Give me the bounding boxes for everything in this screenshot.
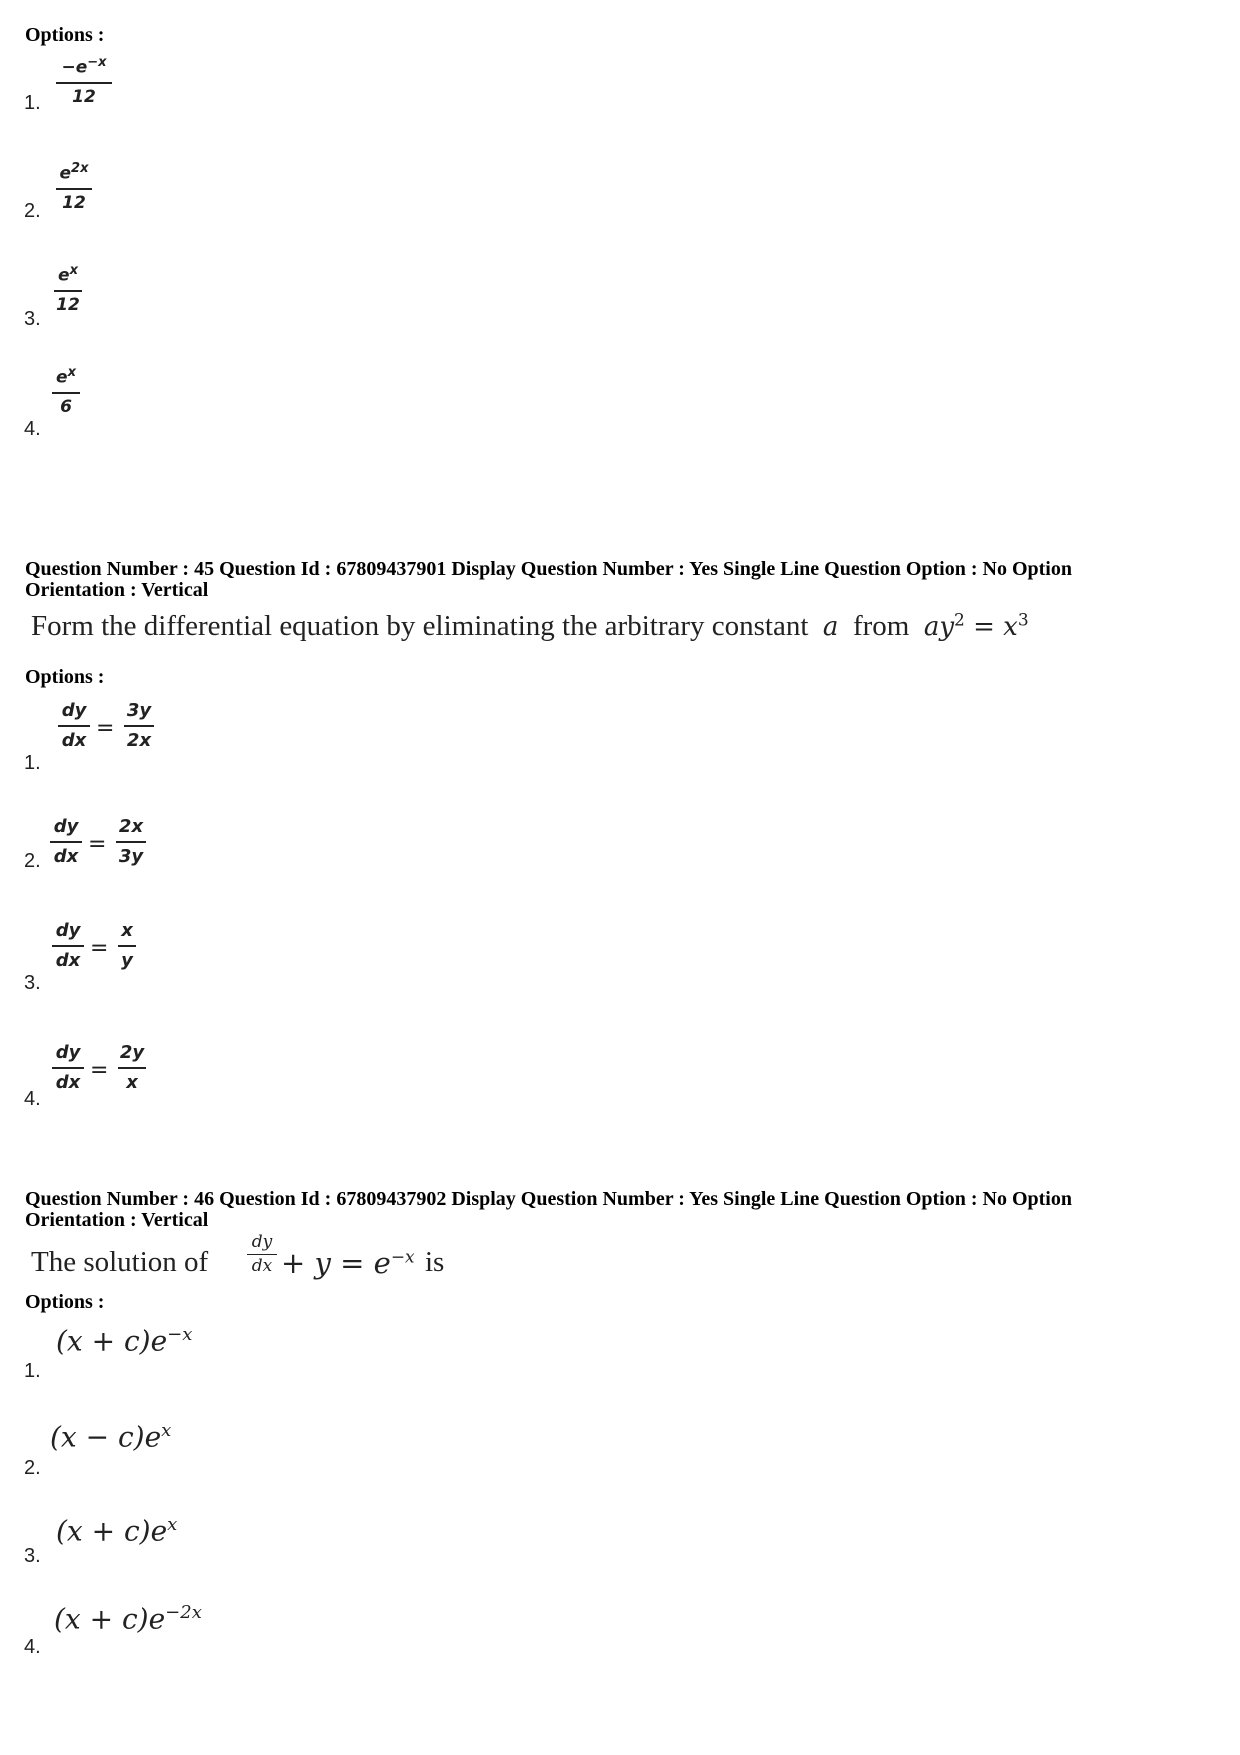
fraction-denominator: 6 — [60, 396, 72, 417]
fraction-numerator: dy — [61, 700, 87, 721]
fraction-denominator: dx — [53, 846, 79, 867]
lhs-fraction — [52, 922, 84, 970]
question-meta-line: Question Number : 45 Question Id : 67809437901 Display Question Number : Yes Single Line Question Option : No Option — [25, 558, 1072, 580]
rhs-fraction — [118, 922, 136, 970]
option-number: 4. — [24, 1088, 41, 1110]
fraction-denominator: x — [126, 1072, 138, 1093]
fraction-denominator: dx — [55, 950, 81, 971]
question-suffix: is — [425, 1246, 445, 1278]
option-fraction — [56, 162, 92, 212]
fraction-numerator: dy — [53, 816, 79, 837]
lhs-fraction — [58, 702, 90, 750]
fraction-denominator: dx — [55, 1072, 81, 1093]
option-expression: $(x + c)e^{-x}$ — [56, 1324, 193, 1358]
fraction-numerator: dy — [55, 920, 81, 941]
question-meta-line: Question Number : 46 Question Id : 67809437902 Display Question Number : Yes Single Line Question Option : No Option — [25, 1188, 1072, 1210]
fraction-denominator: 12 — [56, 294, 80, 315]
equals-sign: = — [90, 936, 109, 961]
fraction-numerator: $e^x$ — [56, 365, 76, 388]
fraction-numerator: 2y — [119, 1042, 145, 1063]
lhs-fraction — [50, 818, 82, 866]
fraction-denominator: 12 — [72, 86, 96, 107]
fraction-denominator: dx — [61, 730, 87, 751]
fraction-denominator: 3y — [118, 846, 144, 867]
fraction-numerator: $-e^{-x}$ — [61, 55, 107, 78]
options-label: Options : — [25, 1291, 105, 1313]
options-label: Options : — [25, 24, 105, 46]
option-number: 1. — [24, 92, 41, 114]
fraction-denominator: y — [121, 950, 133, 971]
fraction-numerator: 2x — [118, 816, 144, 837]
question-prefix: The solution of — [31, 1246, 209, 1278]
fraction-numerator: $e^{2x}$ — [59, 161, 89, 184]
option-fraction — [56, 56, 112, 106]
lhs-fraction — [52, 1044, 84, 1092]
option-expression: $(x + c)e^{-2x}$ — [54, 1602, 202, 1636]
fraction-numerator: $e^x$ — [58, 263, 78, 286]
option-number: 2. — [24, 1457, 41, 1479]
question-meta — [25, 1189, 1215, 1231]
rhs-fraction — [124, 702, 154, 750]
question-meta-line: Orientation : Vertical — [25, 579, 209, 601]
fraction-denominator: dx — [251, 1256, 273, 1276]
option-number: 2. — [24, 200, 41, 222]
question-fraction — [247, 1234, 277, 1275]
question-meta-line: Orientation : Vertical — [25, 1209, 209, 1231]
option-number: 1. — [24, 1360, 41, 1382]
option-expression: $(x - c)e^x$ — [50, 1420, 172, 1454]
options-label: Options : — [25, 666, 105, 688]
option-number: 3. — [24, 1545, 41, 1567]
question-text — [31, 610, 1029, 643]
rhs-fraction — [116, 818, 146, 866]
question-variable: a — [822, 612, 839, 642]
question-from: from — [852, 610, 910, 642]
option-expression: $(x + c)e^x$ — [56, 1514, 178, 1548]
fraction-denominator: 2x — [126, 730, 152, 751]
equals-sign: = — [88, 832, 107, 857]
fraction-denominator: 12 — [62, 192, 86, 213]
rhs-fraction — [118, 1044, 146, 1092]
question-equation: + $y = e^{-x}$ — [281, 1246, 415, 1280]
fraction-numerator: 3y — [126, 700, 152, 721]
option-number: 1. — [24, 752, 41, 774]
option-fraction — [54, 264, 82, 314]
option-number: 3. — [24, 308, 41, 330]
fraction-numerator: dy — [55, 1042, 81, 1063]
option-number: 2. — [24, 850, 41, 872]
option-number: 3. — [24, 972, 41, 994]
equals-sign: = — [96, 716, 115, 741]
question-equation: $ay^2 = x^3$ — [923, 610, 1029, 642]
fraction-numerator: dy — [251, 1232, 273, 1252]
question-prefix: Form the differential equation by eliminating the arbitrary constant — [31, 610, 809, 642]
question-meta — [25, 559, 1215, 601]
option-number: 4. — [24, 1636, 41, 1658]
fraction-numerator: x — [121, 920, 133, 941]
option-number: 4. — [24, 418, 41, 440]
option-fraction — [52, 366, 80, 416]
equals-sign: = — [90, 1058, 109, 1083]
